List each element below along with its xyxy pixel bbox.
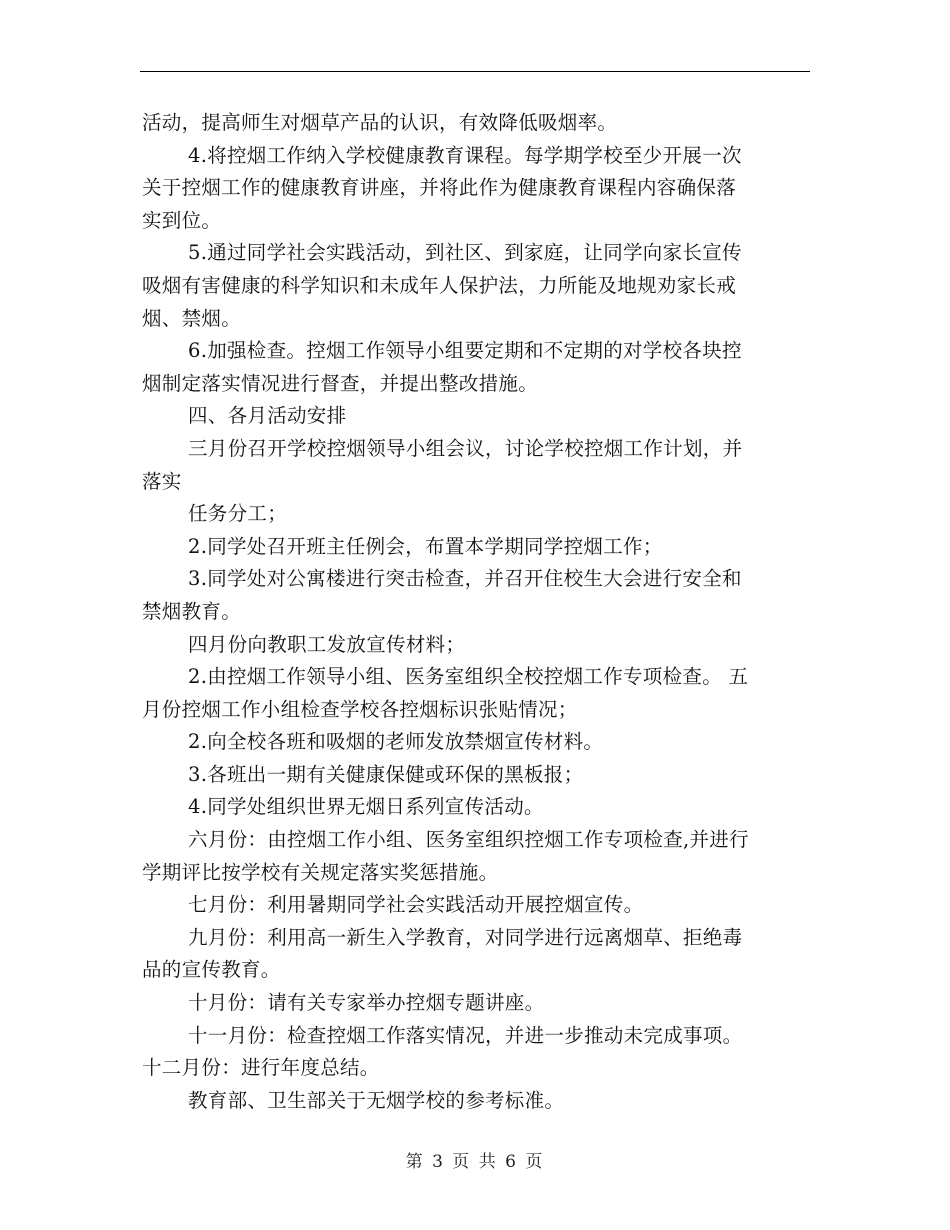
text-line: 六月份：由控烟工作小组、医务室组织控烟工作专项检查,并进行 [188, 828, 749, 852]
text-line: 九月份：利用高一新生入学教育，对同学进行远离烟草、拒绝毒 [188, 925, 743, 949]
text-line: 2.由控烟工作领导小组、医务室组织全校控烟工作专项检查。 五 [188, 665, 749, 689]
text-line: 十二月份：进行年度总结。 [142, 1056, 380, 1080]
text-line: 三月份召开学校控烟领导小组会议，讨论学校控烟工作计划，并 [188, 436, 743, 460]
text-line: 烟、禁烟。 [142, 306, 242, 330]
document-body [142, 107, 810, 1117]
text-line: 任务分工； [188, 502, 288, 526]
text-line: 4.同学处组织世界无烟日系列宣传活动。 [188, 795, 544, 819]
text-line: 品的宣传教育。 [142, 958, 281, 982]
header-rule [140, 71, 810, 72]
text-line: 四、各月活动安排 [188, 404, 347, 428]
text-line: 5.通过同学社会实践活动，到社区、到家庭，让同学向家长宣传 [188, 241, 742, 265]
text-line: 十月份：请有关专家举办控烟专题讲座。 [188, 991, 545, 1015]
text-line: 吸烟有害健康的科学知识和未成年人保护法，力所能及地规劝家长戒 [142, 273, 737, 297]
text-line: 关于控烟工作的健康教育讲座，并将此作为健康教育课程内容确保落 [142, 176, 737, 200]
text-line: 3.同学处对公寓楼进行突击检查，并召开住校生大会进行安全和 [188, 567, 742, 591]
text-line: 烟制定落实情况进行督查，并提出整改措施。 [142, 371, 539, 395]
text-line: 禁烟教育。 [142, 599, 242, 623]
text-line: 落实 [142, 469, 182, 493]
text-line: 十一月份：检查控烟工作落实情况，并进一步推动未完成事项。 [188, 1023, 743, 1047]
text-line: 2.同学处召开班主任例会，布置本学期同学控烟工作； [188, 534, 663, 558]
text-line: 七月份：利用暑期同学社会实践活动开展控烟宣传。 [188, 893, 644, 917]
page-number: 第 3 页 共 6 页 [405, 1152, 545, 1172]
text-line: 活动，提高师生对烟草产品的认识，有效降低吸烟率。 [142, 111, 618, 134]
text-line: 3.各班出一期有关健康保健或环保的黑板报； [188, 762, 584, 786]
text-line: 2.向全校各班和吸烟的老师发放禁烟宣传材料。 [188, 730, 604, 754]
text-line: 月份控烟工作小组检查学校各控烟标识张贴情况； [142, 697, 578, 721]
text-line: 教育部、卫生部关于无烟学校的参考标准。 [188, 1088, 565, 1112]
text-line: 学期评比按学校有关规定落实奖惩措施。 [142, 860, 499, 884]
text-line: 4.将控烟工作纳入学校健康教育课程。每学期学校至少开展一次 [188, 143, 742, 167]
text-line: 实到位。 [142, 208, 222, 232]
text-line: 6.加强检查。控烟工作领导小组要定期和不定期的对学校各块控 [188, 339, 742, 363]
text-line: 四月份向教职工发放宣传材料； [188, 632, 466, 656]
